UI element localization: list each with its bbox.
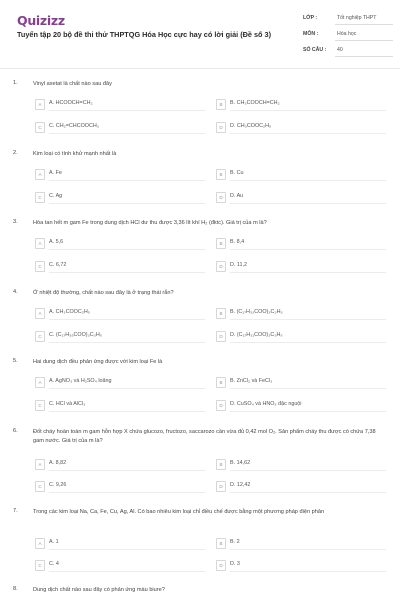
option-text: B. ZnCl₂ và FeCl₃ <box>230 378 273 384</box>
option-letter-box: C <box>35 400 45 411</box>
option-text: C. 9,26 <box>49 482 67 488</box>
option-text: A. CH₃COOC₂H₅ <box>49 309 90 315</box>
meta-underline <box>335 24 393 25</box>
option-letter-box: B <box>216 377 226 388</box>
option-letter-box: A <box>35 308 45 319</box>
option-b[interactable] <box>216 238 386 250</box>
option-underline <box>49 110 205 111</box>
question-number: 7. <box>13 508 18 514</box>
option-a[interactable] <box>35 459 205 471</box>
option-c[interactable] <box>35 400 205 412</box>
option-letter-box: C <box>35 261 45 272</box>
question-text: Vinyl axetat là chất nào sau đây <box>33 81 112 87</box>
option-text: A. Fe <box>49 170 62 176</box>
option-text: B. Cu <box>230 170 244 176</box>
option-letter-box: D <box>216 122 226 133</box>
option-underline <box>230 571 386 572</box>
meta-count <box>303 45 393 57</box>
option-c[interactable] <box>35 560 205 572</box>
option-underline <box>49 180 205 181</box>
option-a[interactable] <box>35 99 205 111</box>
option-underline <box>49 342 205 343</box>
option-d[interactable] <box>216 192 386 204</box>
option-text: A. 8,82 <box>49 460 67 466</box>
option-text: A. 5,6 <box>49 239 64 245</box>
option-letter-box: D <box>216 400 226 411</box>
option-text: B. CH₃COOCH=CH₂ <box>230 100 280 106</box>
meta-underline <box>335 40 393 41</box>
question-number: 6. <box>13 428 18 434</box>
option-letter-box: A <box>35 377 45 388</box>
option-letter-box: C <box>35 560 45 571</box>
option-a[interactable] <box>35 308 205 320</box>
question-number: 8. <box>13 586 18 592</box>
option-underline <box>49 470 205 471</box>
worksheet-header <box>0 0 400 66</box>
meta-class <box>303 13 393 25</box>
option-text: D. 11,2 <box>230 262 247 268</box>
option-underline <box>230 272 386 273</box>
option-letter-box: A <box>35 99 45 110</box>
option-underline <box>49 133 205 134</box>
option-letter-box: A <box>35 538 45 549</box>
meta-key: MÔN : <box>303 31 319 37</box>
option-d[interactable] <box>216 481 386 493</box>
question-number: 1. <box>13 80 18 86</box>
option-letter-box: C <box>35 122 45 133</box>
option-text: C. HCl và AlCl₃ <box>49 401 86 407</box>
option-letter-box: B <box>216 99 226 110</box>
worksheet-title: Tuyển tập 20 bộ đề thi thử THPTQG Hóa Học cực hay có lời giải (Đề số 3) <box>17 30 272 39</box>
option-c[interactable] <box>35 481 205 493</box>
option-underline <box>230 249 386 250</box>
option-text: D. CH₃COOC₂H₅ <box>230 123 272 129</box>
option-letter-box: B <box>216 238 226 249</box>
option-c[interactable] <box>35 122 205 134</box>
meta-subject <box>303 29 393 41</box>
option-d[interactable] <box>216 122 386 134</box>
option-underline <box>49 203 205 204</box>
question-text: Đốt cháy hoàn toàn m gam hỗn hợp X chứa glucozo, fructozo, saccarozo cần vừa đủ 0,42 mol O₂. Sản phẩm cháy thu được có chứa 7,38 gam nước. Giá trị của m là? <box>33 429 376 444</box>
option-underline <box>49 272 205 273</box>
option-b[interactable] <box>216 169 386 181</box>
option-letter-box: D <box>216 331 226 342</box>
option-text: D. Au <box>230 193 244 199</box>
option-b[interactable] <box>216 99 386 111</box>
option-letter-box: D <box>216 261 226 272</box>
option-letter-box: C <box>35 192 45 203</box>
question-number: 2. <box>13 150 18 156</box>
question-text: Dung dịch chất nào sau đây có phản ứng màu biure? <box>33 587 165 593</box>
quizizz-logo: Quizizz <box>17 13 65 28</box>
option-underline <box>230 133 386 134</box>
option-a[interactable] <box>35 538 205 550</box>
option-text: B. 14,62 <box>230 460 251 466</box>
option-underline <box>49 319 205 320</box>
option-underline <box>230 319 386 320</box>
option-underline <box>49 388 205 389</box>
meta-value: Hóa học <box>337 31 357 37</box>
option-text: A. HCOOCH=CH₂ <box>49 100 93 106</box>
header-divider <box>0 68 400 69</box>
option-text: D. 12,42 <box>230 482 251 488</box>
option-underline <box>230 203 386 204</box>
meta-underline <box>335 56 393 57</box>
option-text: A. 1 <box>49 539 59 545</box>
option-letter-box: D <box>216 481 226 492</box>
option-letter-box: C <box>35 481 45 492</box>
option-text: C. CH₂=CHCOOCH₃ <box>49 123 99 129</box>
option-text: C. (C₁₇H₃₅COO)₃C₃H₅ <box>49 332 102 338</box>
option-letter-box: B <box>216 308 226 319</box>
option-text: C. 4 <box>49 561 59 567</box>
option-d[interactable] <box>216 400 386 412</box>
question-text: Ở nhiệt độ thường, chất nào sau đây là ở trạng thái rắn? <box>33 290 174 296</box>
question-text: Kim loại có tính khử mạnh nhất là <box>33 151 117 157</box>
option-text: D. CuSO₄ và HNO₃ đặc nguội <box>230 401 302 407</box>
option-b[interactable] <box>216 308 386 320</box>
option-underline <box>230 549 386 550</box>
option-text: C. 6,72 <box>49 262 67 268</box>
option-underline <box>49 411 205 412</box>
option-a[interactable] <box>35 238 205 250</box>
option-d[interactable] <box>216 331 386 343</box>
option-c[interactable] <box>35 261 205 273</box>
meta-key: LỚP : <box>303 15 318 21</box>
option-c[interactable] <box>35 331 205 343</box>
option-a[interactable] <box>35 169 205 181</box>
question-text: Trong các kim loại Na, Ca, Fe, Cu, Ag, Al. Có bao nhiêu kim loại chỉ điều chế được bằng một phương pháp điện phân <box>33 509 325 515</box>
option-text: B. 2 <box>230 539 240 545</box>
option-a[interactable] <box>35 377 205 389</box>
option-letter-box: A <box>35 238 45 249</box>
option-text: D. 3 <box>230 561 240 567</box>
question-number: 5. <box>13 358 18 364</box>
option-text: B. 8,4 <box>230 239 245 245</box>
option-c[interactable] <box>35 192 205 204</box>
question-text: Hai dung dịch đều phản ứng được với kim loại Fe là <box>33 359 163 365</box>
option-letter-box: A <box>35 459 45 470</box>
option-underline <box>230 411 386 412</box>
option-underline <box>230 492 386 493</box>
option-d[interactable] <box>216 560 386 572</box>
option-letter-box: B <box>216 169 226 180</box>
option-underline <box>230 388 386 389</box>
option-text: C. Ag <box>49 193 63 199</box>
option-b[interactable] <box>216 459 386 471</box>
option-letter-box: B <box>216 459 226 470</box>
option-underline <box>230 180 386 181</box>
option-b[interactable] <box>216 377 386 389</box>
option-letter-box: D <box>216 192 226 203</box>
option-letter-box: D <box>216 560 226 571</box>
question-number: 4. <box>13 289 18 295</box>
question-text: Hòa tan hết m gam Fe trong dung dịch HCl dư thu được 3,36 lít khí H₂ (đktc). Giá trị của m là? <box>33 220 267 226</box>
meta-key: SỐ CÂU : <box>303 47 327 53</box>
option-letter-box: B <box>216 538 226 549</box>
option-text: B. (C₁₇H₃₃COO)₃C₃H₅ <box>230 309 283 315</box>
option-underline <box>49 492 205 493</box>
option-underline <box>49 249 205 250</box>
option-letter-box: C <box>35 331 45 342</box>
option-d[interactable] <box>216 261 386 273</box>
option-underline <box>230 342 386 343</box>
option-text: A. AgNO₃ và H₂SO₄ loãng <box>49 378 112 384</box>
option-underline <box>49 549 205 550</box>
option-b[interactable] <box>216 538 386 550</box>
question-number: 3. <box>13 219 18 225</box>
meta-value: Tốt nghiệp THPT <box>337 15 377 21</box>
option-underline <box>230 470 386 471</box>
option-letter-box: A <box>35 169 45 180</box>
meta-value: 40 <box>337 47 343 53</box>
option-underline <box>230 110 386 111</box>
option-underline <box>49 571 205 572</box>
option-text: D. (C₁₇H₃₁COO)₃C₃H₅ <box>230 332 283 338</box>
